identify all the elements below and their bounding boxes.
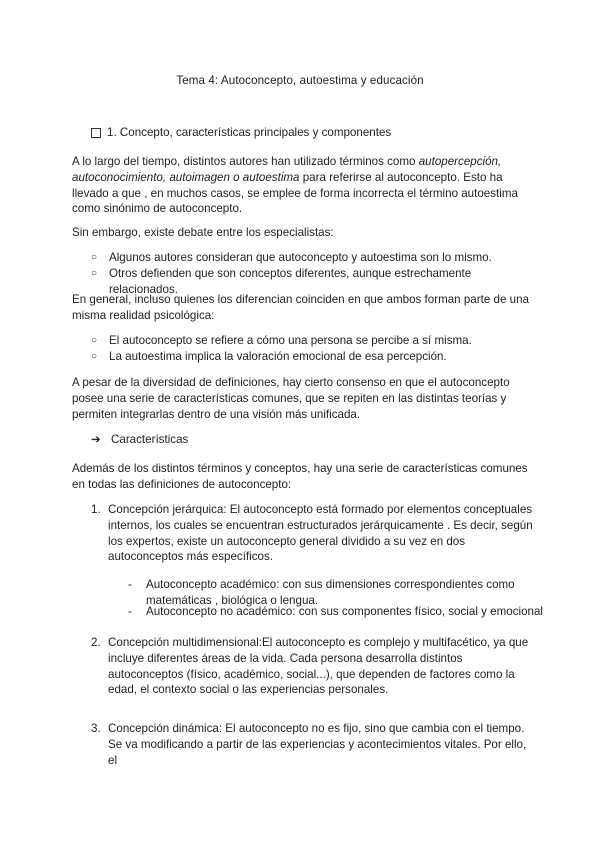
item-text: Concepción multidimensional:El autoconcepto es complejo y multifacético, ya que incluye diferentes áreas de la vida. Cada persona desarrolla distintos autoconceptos (físico, académico, social...), que dependen de factores como la edad, el contexto social o las experiencias personales.: [108, 636, 529, 697]
intro-text-italic: autopercepción, autoconocimiento, autoimagen o autoestima: [72, 155, 502, 184]
sub-list-item: [128, 604, 548, 620]
debate-intro: Sin embargo, existe debate entre los especialistas:: [72, 226, 334, 239]
bullet-icon: ○: [91, 268, 98, 279]
consensus-paragraph: A pesar de la diversidad de definiciones, hay cierto consenso en que el autoconcepto posee una serie de características comunes, que se repiten en las distintas teorías y permiten integrarlas dentro de una visión más unificada.: [72, 376, 510, 421]
arrow-icon: ➔: [91, 433, 101, 446]
intro-text-end: para referirse al autoconcepto. Esto ha llevado a que , en muchos casos, se emplee de forma incorrecta el término autoestima como sinónimo de autoconcepto.: [72, 170, 518, 216]
list-item: [91, 333, 541, 349]
item-number: 2.: [91, 636, 101, 649]
document-title: Tema 4: Autoconcepto, autoestima y educación: [176, 74, 424, 87]
characteristics-intro: Además de los distintos términos y conceptos, hay una serie de características comunes en todas las definiciones de autoconcepto:: [72, 462, 528, 491]
characteristics-heading: [91, 432, 188, 446]
sub-list-text: Autoconcepto académico: con sus dimensiones correspondientes como matemáticas , biológica o lengua.: [146, 578, 515, 607]
numbered-item: [91, 635, 541, 698]
bullet-icon: ○: [91, 252, 98, 263]
item-text: Concepción jerárquica: El autoconcepto está formado por elementos conceptuales internos, los cuales se encuentran estructurados jerárquicamente . Es decir, según los expertos, existe un autoconcepto general dividido a su vez en dos autoconceptos más específicos.: [108, 503, 533, 564]
list-item: [91, 250, 541, 266]
numbered-item: [91, 502, 541, 565]
bullet-icon: ○: [91, 335, 98, 346]
characteristics-heading-text: Características: [111, 432, 189, 446]
general-paragraph: En general, incluso quienes los diferencian coinciden en que ambos forman parte de una misma realidad psicológica:: [72, 293, 529, 322]
bullet-icon: ○: [91, 351, 98, 362]
intro-paragraph: [72, 154, 534, 217]
dash-icon: -: [128, 605, 132, 618]
sub-list-text: Autoconcepto no académico: con sus componentes físico, social y emocional: [146, 605, 543, 618]
list-item: [91, 349, 541, 365]
section-heading: [91, 126, 391, 139]
list-item-text: Algunos autores consideran que autoconcepto y autoestima son lo mismo.: [109, 251, 492, 264]
list-item-text: El autoconcepto se refiere a cómo una persona se percibe a sí misma.: [109, 334, 472, 347]
list-item-text: La autoestima implica la valoración emocional de esa percepción.: [109, 350, 447, 363]
section-heading-text: 1. Concepto, características principales y componentes: [107, 126, 392, 139]
checkbox-icon[interactable]: [91, 128, 101, 138]
dash-icon: -: [128, 578, 132, 591]
intro-text-start: A lo largo del tiempo, distintos autores han utilizado términos como: [72, 155, 419, 168]
item-number: 3.: [91, 722, 101, 735]
list-item-text: Otros defienden que son conceptos diferentes, aunque estrechamente relacionados.: [109, 267, 472, 296]
item-text: Concepción dinámica: El autoconcepto no es fijo, sino que cambia con el tiempo. Se va modificando a partir de las experiencias y acontecimientos vitales. Por ello, el: [108, 722, 527, 767]
item-number: 1.: [91, 503, 101, 516]
numbered-item: [91, 721, 541, 768]
